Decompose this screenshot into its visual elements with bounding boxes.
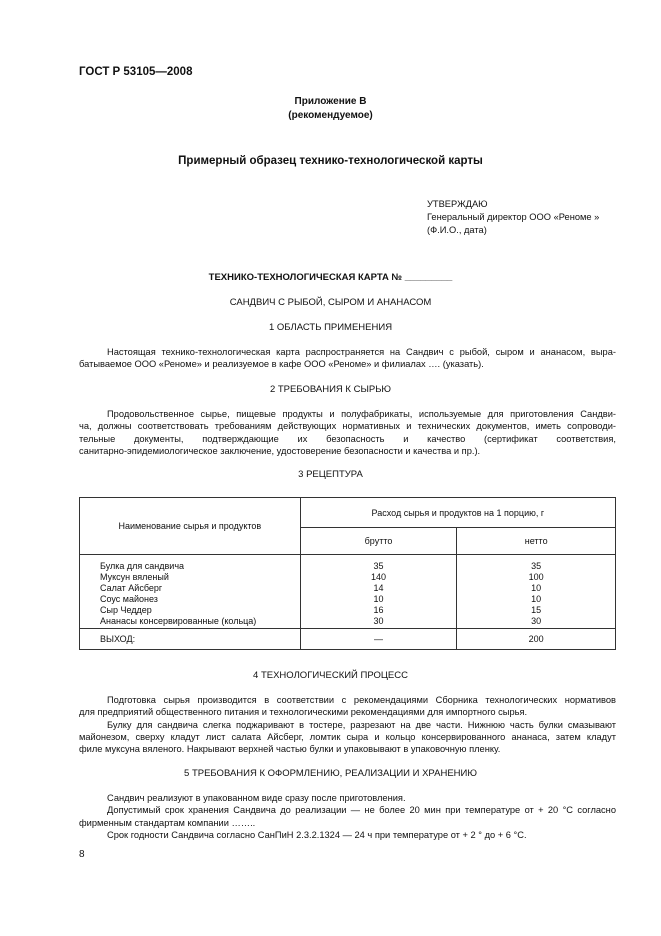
dish-name: САНДВИЧ С РЫБОЙ, СЫРОМ И АНАНАСОМ — [229, 297, 432, 308]
col-header-net: нетто — [457, 528, 616, 555]
section-1-line: Настоящая технико-технологическая карта распространяется на Сандвич с рыбой, сыром и ананасом, выра- — [107, 347, 616, 357]
section-2-body — [79, 408, 616, 457]
ingredient-name: Соус майонез — [100, 593, 158, 604]
section-4-body — [79, 694, 616, 755]
approval-heading: УТВЕРЖДАЮ — [427, 199, 488, 209]
section-5-title: 5 ТРЕБОВАНИЯ К ОФОРМЛЕНИЮ, РЕАЛИЗАЦИИ И ХРАНЕНИЮ — [184, 768, 477, 779]
section-5-line: Сандвич реализуют в упакованном виде сразу после приготовления. — [107, 793, 406, 803]
gross-values — [300, 555, 457, 629]
section-5-line: Допустимый срок хранения Сандвича до реализации — не более 20 мин при температуре от + 20 °С согласно — [107, 805, 616, 816]
section-4-line: для предприятий общественного питания и технологическими рекомендациями для импортного сырья. — [79, 707, 528, 718]
net-value: 30 — [531, 615, 542, 626]
ingredient-names — [80, 555, 301, 629]
standard-header: ГОСТ Р 53105—2008 — [79, 66, 193, 78]
section-3-title: 3 РЕЦЕПТУРА — [298, 469, 363, 480]
approval-block — [427, 198, 599, 237]
net-value: 35 — [531, 560, 542, 571]
approval-position: Генеральный директор ООО «Реноме » — [427, 212, 600, 222]
yield-net: 200 — [457, 629, 616, 650]
section-5-body — [79, 792, 616, 841]
col-header-gross: брутто — [300, 528, 457, 555]
gross-value: 35 — [373, 560, 384, 571]
yield-label: ВЫХОД: — [80, 629, 301, 650]
gross-value: 30 — [373, 615, 384, 626]
net-value: 100 — [528, 571, 544, 582]
appendix-label: Приложение В — [294, 96, 367, 107]
page-number: 8 — [79, 849, 85, 860]
section-2-line: ча, должны соответствовать требованиям действующих нормативных и технических документов, иметь сопроводи- — [79, 421, 616, 432]
section-4-title: 4 ТЕХНОЛОГИЧЕСКИЙ ПРОЦЕСС — [253, 670, 408, 681]
approval-signature: (Ф.И.О., дата) — [427, 225, 487, 235]
appendix-status: (рекомендуемое) — [288, 110, 373, 121]
recipe-table — [79, 497, 616, 650]
ingredient-name: Салат Айсберг — [100, 582, 163, 593]
section-5-line: Срок годности Сандвича согласно СанПиН 2.3.2.1324 — 24 ч при температуре от + 2 ° до + 6 °С. — [107, 829, 527, 840]
yield-gross: — — [300, 629, 457, 650]
section-1-body — [79, 346, 616, 371]
section-2-line: санитарно-эпидемиологическое заключение, удостоверение безопасности и качества и пр.). — [79, 445, 481, 456]
section-2-title: 2 ТРЕБОВАНИЯ К СЫРЬЮ — [269, 384, 392, 395]
section-5-line: фирменным стандартам компании …….. — [79, 817, 256, 828]
ingredient-name: Муксун вяленый — [100, 571, 169, 582]
ingredient-name: Булка для сандвича — [100, 560, 185, 571]
card-title: ТЕХНИКО-ТЕХНОЛОГИЧЕСКАЯ КАРТА № _________ — [208, 272, 453, 283]
gross-value: 140 — [370, 571, 387, 582]
section-1-title: 1 ОБЛАСТЬ ПРИМЕНЕНИЯ — [268, 322, 393, 333]
ingredient-name: Ананасы консервированные (кольца) — [100, 615, 257, 626]
section-1-line: батываемое ООО «Реноме» и реализуемое в кафе ООО «Реноме» и филиалах …. (указать). — [79, 359, 484, 370]
gross-value: 14 — [373, 582, 384, 593]
section-2-line: Продовольственное сырье, пищевые продукты и полуфабрикаты, используемые для приготовления Сандви- — [107, 409, 616, 419]
gross-value: 10 — [373, 593, 384, 604]
net-value: 10 — [531, 593, 542, 604]
col-header-name: Наименование сырья и продуктов — [80, 498, 301, 555]
section-2-line: тельные документы, подтверждающие их безопасность и качество (сертификат соответствия, — [79, 433, 616, 444]
document-title: Примерный образец технико-технологической карты — [178, 155, 483, 167]
section-4-line: майонезом, сверху кладут лист салата Айсберг, ломтик сыра и кольцо консервированного ананаса, затем кладут — [79, 731, 616, 742]
section-4-line: Подготовка сырья производится в соответствии с рекомендациями Сборника технологических нормативов — [107, 695, 616, 705]
gross-value: 16 — [373, 604, 384, 615]
net-value: 10 — [531, 582, 542, 593]
ingredient-name: Сыр Чеддер — [100, 604, 152, 615]
col-header-consumption: Расход сырья и продуктов на 1 порцию, г — [300, 498, 615, 528]
section-4-line: Булку для сандвича слегка поджаривают в тостере, разрезают на две части. Нижнюю часть булки смазывают — [107, 719, 616, 730]
section-4-line: филе муксуна вяленого. Накрывают верхней частью булки и упаковывают в упаковочную пленку. — [79, 744, 501, 755]
net-value: 15 — [531, 604, 542, 615]
net-values — [457, 555, 616, 629]
